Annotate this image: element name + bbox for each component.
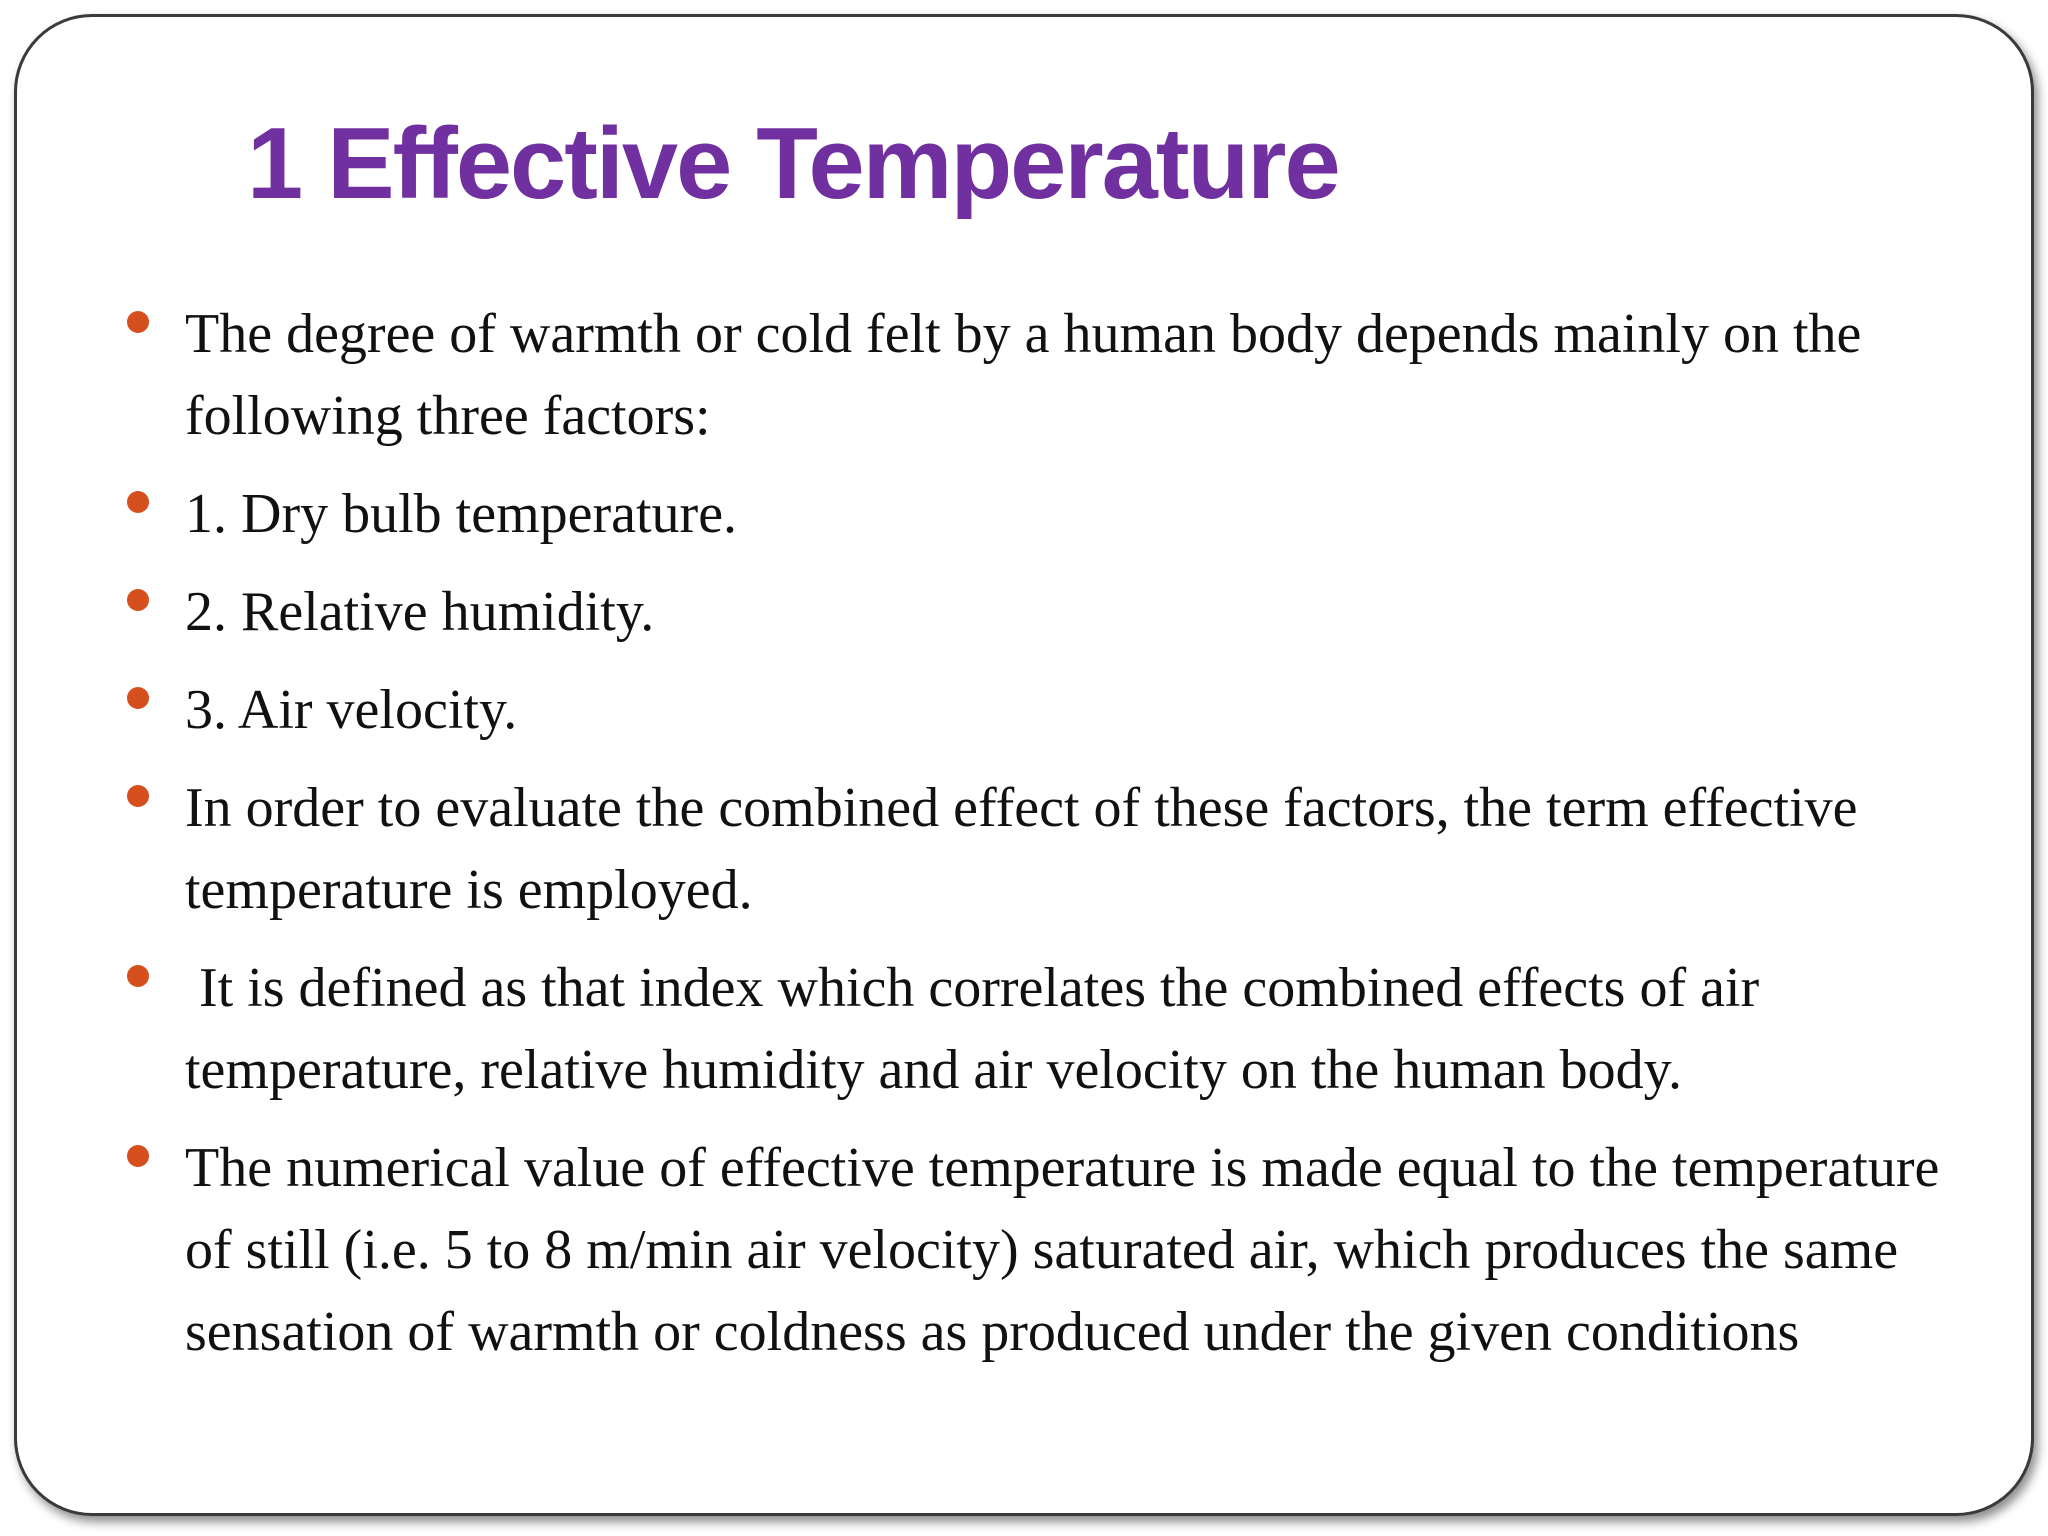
bullet-item-dry-bulb	[115, 473, 1975, 555]
bullet-dot-icon	[127, 1145, 149, 1167]
bullet-item-air-velocity	[115, 669, 1975, 751]
bullet-item-definition	[115, 947, 1975, 1111]
bullet-dot-icon	[127, 965, 149, 987]
bullet-item-humidity	[115, 571, 1975, 653]
bullet-dot-icon	[127, 589, 149, 611]
bullet-dot-icon	[127, 311, 149, 333]
bullet-text: In order to evaluate the combined effect of these factors, the term effective temperature is employed.	[185, 777, 1858, 921]
bullet-text: The numerical value of effective temperature is made equal to the temperature of still (i.e. 5 to 8 m/min air velocity) saturated air, which produces the same sensation of warmth or coldness as produced under the given conditions	[185, 1137, 1940, 1363]
bullet-dot-icon	[127, 687, 149, 709]
bullet-text: The degree of warmth or cold felt by a human body depends mainly on the following three factors:	[185, 303, 1862, 447]
bullet-text: 1. Dry bulb temperature.	[185, 483, 738, 545]
bullet-text: 3. Air velocity.	[185, 679, 518, 741]
bullet-item-numerical-value	[115, 1127, 1975, 1373]
bullet-dot-icon	[127, 491, 149, 513]
bullet-text: It is defined as that index which correlates the combined effects of air temperature, relative humidity and air velocity on the human body.	[185, 957, 1774, 1101]
bullet-item-intro	[115, 293, 1975, 457]
slide-frame	[14, 14, 2034, 1516]
slide-title: 1 Effective Temperature	[247, 108, 1339, 220]
bullet-list	[115, 293, 1975, 1389]
bullet-item-combined-effect	[115, 767, 1975, 931]
bullet-text: 2. Relative humidity.	[185, 581, 655, 643]
bullet-dot-icon	[127, 785, 149, 807]
